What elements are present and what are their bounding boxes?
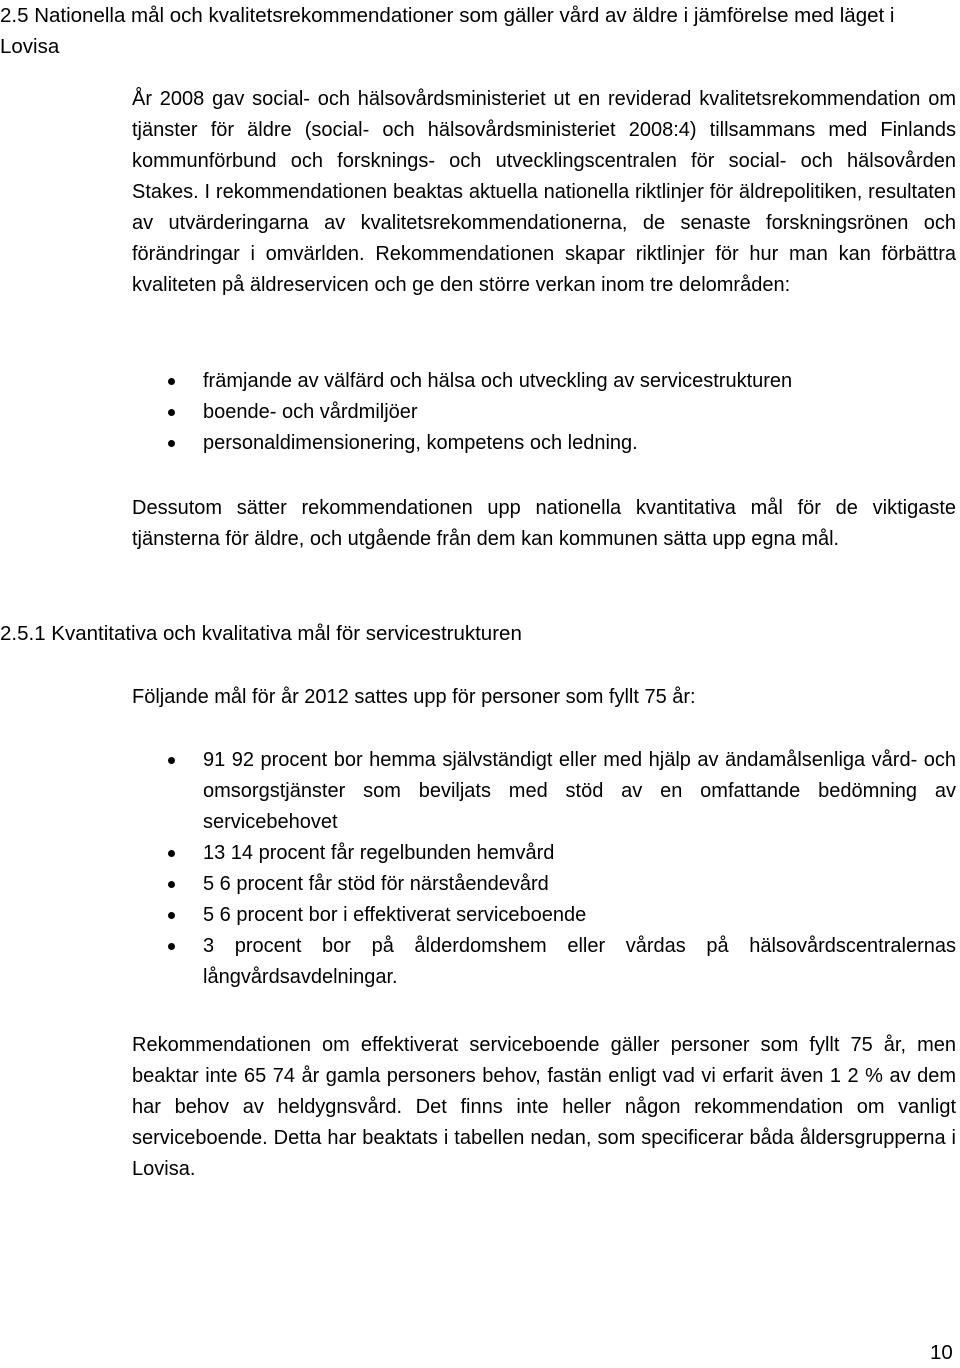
section-title: 2.5 Nationella mål och kvalitetsrekommendationer som gäller vård av äldre i jämförelse med läget i Lovisa: [0, 4, 895, 58]
paragraph-2: Dessutom sätter rekommendationen upp nationella kvantitativa mål för de viktigaste tjänsterna för äldre, och utgående från dem kan kommunen sätta upp egna mål.: [132, 497, 956, 550]
bullet-icon: [168, 881, 175, 888]
list-item: 5 6 procent bor i effektiverat serviceboende: [132, 900, 956, 931]
bullet-icon: [168, 943, 175, 950]
bullet-icon: [168, 757, 175, 764]
intro-paragraph: År 2008 gav social- och hälsovårdsministeriet ut en reviderad kvalitetsrekommendation om tjänster för äldre (social- och hälsovårdsministeriet 2008:4) tillsammans med Finlands kommunförbund och forsknings- och utvecklingscentralen för social- och hälsovården Stakes. I rekommendationen beaktas aktuella nationella riktlinjer för äldrepolitiken, resultaten av utvärderingarna av kvalitetsrekommendationerna, de senaste forskningsrönen och förändringar i omvärlden. Rekommendationen skapar riktlinjer för hur man kan förbättra kvaliteten på äldreservicen och ge den större verkan inom tre delområden:: [132, 88, 956, 296]
bullet-icon: [168, 378, 175, 385]
bullet-icon: [168, 850, 175, 857]
list-item: 91 92 procent bor hemma självständigt eller med hjälp av ändamålsenliga vård- och omsorgstjänster som beviljats med stöd av en omfattande bedömning av servicebehovet: [132, 745, 956, 838]
bullet-icon: [168, 440, 175, 447]
paragraph-3: Rekommendationen om effektiverat serviceboende gäller personer som fyllt 75 år, men beaktar inte 65 74 år gamla personers behov, fastän enligt vad vi erfarit även 1 2 % av dem har behov av heldygnsvård. Det finns inte heller någon rekommendation om vanligt serviceboende. Detta har beaktats i tabellen nedan, som specificerar båda åldersgrupperna i Lovisa.: [132, 1034, 956, 1180]
targets-list: [132, 745, 956, 993]
bullet-icon: [168, 409, 175, 416]
list-item: främjande av välfärd och hälsa och utveckling av servicestrukturen: [132, 366, 956, 397]
areas-list: [132, 366, 956, 459]
list-item: 3 procent bor på ålderdomshem eller vårdas på hälsovårdscentralernas långvårdsavdelningar.: [132, 931, 956, 993]
subsection-title: 2.5.1 Kvantitativa och kvalitativa mål för servicestrukturen: [0, 622, 522, 645]
list-item: 13 14 procent får regelbunden hemvård: [132, 838, 956, 869]
list-item: personaldimensionering, kompetens och ledning.: [132, 428, 956, 459]
bullet-icon: [168, 912, 175, 919]
targets-intro: Följande mål för år 2012 sattes upp för personer som fyllt 75 år:: [132, 686, 696, 708]
list-item: boende- och vårdmiljöer: [132, 397, 956, 428]
list-item: 5 6 procent får stöd för närståendevård: [132, 869, 956, 900]
page-number: 10: [930, 1341, 953, 1364]
